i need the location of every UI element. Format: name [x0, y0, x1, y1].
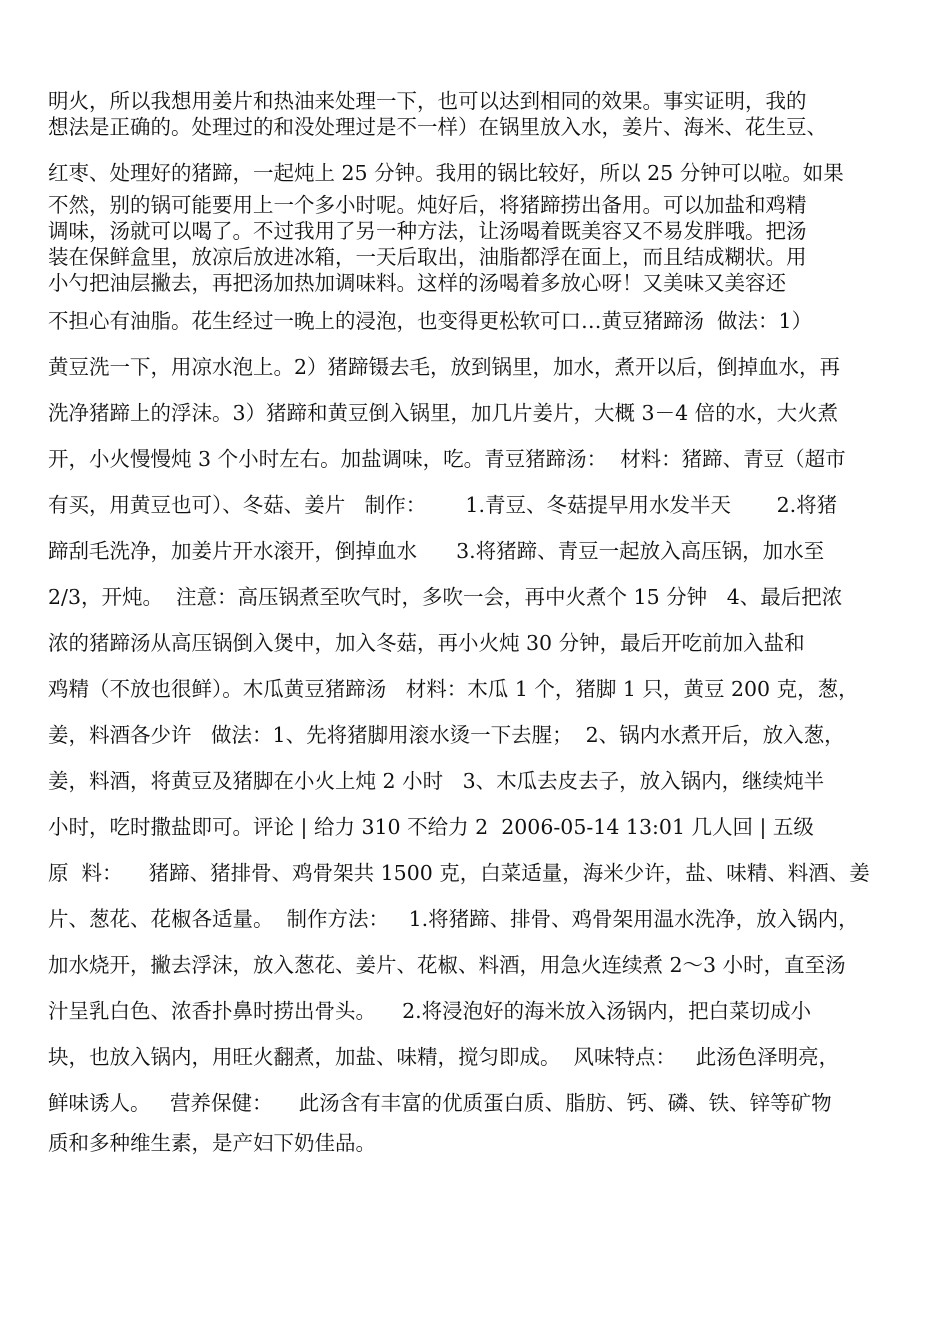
text-line: 块，也放入锅内，用旺火翻煮，加盐、味精，搅匀即成。 风味特点： 此汤色泽明亮，	[48, 1045, 840, 1069]
text-line: 姜，料酒，将黄豆及猪脚在小火上炖 2 小时 3、木瓜去皮去子，放入锅内，继续炖半	[48, 769, 825, 793]
text-line: 黄豆洗一下，用凉水泡上。2）猪蹄镊去毛，放到锅里，加水，煮开以后，倒掉血水，再	[48, 355, 841, 379]
text-line: 鲜味诱人。 营养保健： 此汤含有丰富的优质蛋白质、脂肪、钙、磷、铁、锌等矿物	[48, 1091, 832, 1115]
text-line: 小时，吃时撒盐即可。评论 | 给力 310 不给力 2 2006-05-14 13:01 几人回 | 五级	[48, 815, 814, 839]
text-line: 浓的猪蹄汤从高压锅倒入煲中，加入冬菇，再小火炖 30 分钟，最后开吃前加入盐和	[48, 631, 805, 655]
text-line: 有买，用黄豆也可）、冬菇、姜片 制作： 1.青豆、冬菇提早用水发半天 2.将猪	[48, 493, 838, 517]
text-line: 明火，所以我想用姜片和热油来处理一下，也可以达到相同的效果。事实证明，我的	[48, 89, 807, 113]
text-line: 洗净猪蹄上的浮沫。3）猪蹄和黄豆倒入锅里，加几片姜片，大概 3－4 倍的水，大火煮	[48, 401, 839, 425]
text-line: 红枣、处理好的猪蹄，一起炖上 25 分钟。我用的锅比较好，所以 25 分钟可以啦。如果	[48, 161, 844, 185]
text-line: 姜，料酒各少许 做法：1、先将猪脚用滚水烫一下去腥； 2、锅内水煮开后，放入葱，	[48, 723, 845, 747]
text-line: 加水烧开，撇去浮沫，放入葱花、姜片、花椒、料酒，用急火连续煮 2～3 小时，直至汤	[48, 953, 846, 977]
text-line: 不然，别的锅可能要用上一个多小时呢。炖好后，将猪蹄捞出备用。可以加盐和鸡精	[48, 193, 807, 217]
text-line: 开，小火慢慢炖 3 个小时左右。加盐调味，吃。青豆猪蹄汤： 材料：猪蹄、青豆（超市	[48, 447, 846, 471]
text-line: 汁呈乳白色、浓香扑鼻时捞出骨头。 2.将浸泡好的海米放入汤锅内，把白菜切成小	[48, 999, 812, 1023]
text-line: 2/3，开炖。 注意：高压锅煮至吹气时，多吹一会，再中火煮个 15 分钟 4、最后把浓	[48, 585, 843, 609]
text-line: 调味，汤就可以喝了。不过我用了另一种方法，让汤喝着既美容又不易发胖哦。把汤	[48, 219, 807, 243]
text-line: 小勺把油层撇去，再把汤加热加调味料。这样的汤喝着多放心呀！又美味又美容还	[48, 271, 786, 295]
text-line: 鸡精（不放也很鲜）。木瓜黄豆猪蹄汤 材料：木瓜 1 个，猪脚 1 只，黄豆 200 克，葱，	[48, 677, 859, 701]
text-line: 质和多种维生素，是产妇下奶佳品。	[48, 1131, 376, 1155]
text-line: 原 料： 猪蹄、猪排骨、鸡骨架共 1500 克，白菜适量，海米少许，盐、味精、料酒、姜	[48, 861, 870, 885]
text-line: 装在保鲜盒里，放凉后放进冰箱，一天后取出，油脂都浮在面上，而且结成糊状。用	[48, 245, 807, 269]
text-line: 想法是正确的。处理过的和没处理过是不一样）在锅里放入水，姜片、海米、花生豆、	[48, 115, 827, 139]
text-line: 片、葱花、花椒各适量。 制作方法： 1.将猪蹄、排骨、鸡骨架用温水洗净，放入锅内，	[48, 907, 859, 931]
text-line: 蹄刮毛洗净，加姜片开水滚开，倒掉血水 3.将猪蹄、青豆一起放入高压锅，加水至	[48, 539, 825, 563]
text-line: 不担心有油脂。花生经过一晚上的浸泡，也变得更松软可口…黄豆猪蹄汤 做法：1）	[48, 309, 813, 333]
